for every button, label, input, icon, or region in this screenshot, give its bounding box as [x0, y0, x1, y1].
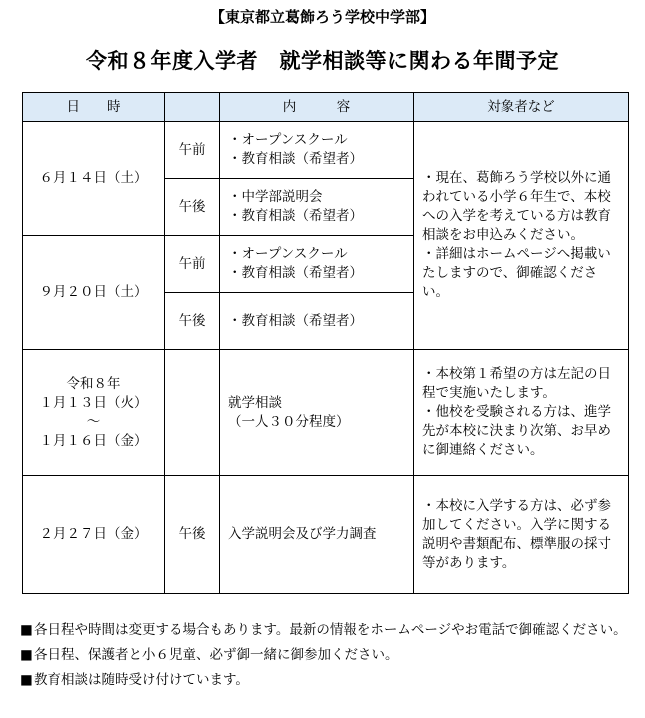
- target-item: ・本校第１希望の方は左記の日程で実施いたします。: [422, 366, 611, 401]
- period-cell: 午前: [165, 236, 220, 293]
- target-item: ・本校に入学する方は、必ず参加してください。入学に関する説明や書類配布、標準服の採寸等があります。: [422, 497, 611, 571]
- school-name: 【東京都立葛飾ろう学校中学部】: [209, 8, 435, 26]
- date-cell: [23, 350, 165, 476]
- page-title: 令和８年度入学者 就学相談等に関わる年間予定: [86, 49, 559, 73]
- date-text: １月１６日（金）: [39, 432, 148, 449]
- content-item: ・オープンスクール: [228, 246, 348, 262]
- table-row: [23, 122, 629, 179]
- date-cell: [23, 476, 165, 594]
- period-cell: 午後: [165, 179, 220, 236]
- date-text: １月１３日（火）: [39, 394, 148, 411]
- content-cell: [220, 476, 414, 594]
- header-period: [165, 93, 220, 122]
- period-cell: 午前: [165, 122, 220, 179]
- square-bullet-icon: ■: [20, 647, 33, 663]
- content-cell: [220, 179, 414, 236]
- table-row: [23, 476, 629, 594]
- note-item: [20, 620, 632, 640]
- target-item: ・現在、葛飾ろう学校以外に通われている小学６年生で、本校への入学を考えている方は教育相談をお申込みください。: [422, 170, 611, 243]
- content-cell: [220, 122, 414, 179]
- content-item: ・教育相談（希望者）: [228, 208, 363, 224]
- period-cell: 午後: [165, 476, 220, 594]
- date-cell: [23, 236, 165, 350]
- target-cell: [414, 350, 629, 476]
- header-target: 対象者など: [414, 93, 629, 122]
- target-cell: [414, 476, 629, 594]
- header-row: [23, 93, 629, 122]
- square-bullet-icon: ■: [20, 622, 33, 638]
- content-item: ・中学部説明会: [228, 189, 323, 205]
- date-text: 令和８年: [66, 375, 121, 392]
- period-cell: [165, 350, 220, 476]
- schedule-table: [22, 92, 629, 594]
- content-cell: [220, 236, 414, 293]
- note-text: 各日程や時間は変更する場合もあります。最新の情報をホームページやお電話で御確認ください。: [34, 622, 627, 638]
- content-item: ・教育相談（希望者）: [228, 312, 363, 329]
- content-item: 就学相談: [228, 394, 282, 411]
- content-item: （一人３０分程度）: [228, 413, 350, 430]
- content-item: ・オープンスクール: [228, 132, 348, 148]
- target-cell: [414, 122, 629, 350]
- square-bullet-icon: ■: [20, 672, 33, 688]
- table-row: [23, 350, 629, 476]
- date-text: ～: [86, 413, 101, 430]
- period-cell: 午後: [165, 293, 220, 350]
- date-text: ６月１４日（土）: [39, 170, 148, 186]
- note-item: [20, 645, 632, 665]
- note-text: 各日程、保護者と小６児童、必ず御一緒に御参加ください。: [34, 647, 399, 663]
- header-date: 日 時: [23, 93, 165, 122]
- content-item: ・教育相談（希望者）: [228, 151, 363, 167]
- content-cell: [220, 293, 414, 350]
- date-cell: [23, 122, 165, 236]
- date-text: ２月２７日（金）: [39, 526, 148, 542]
- note-item: [20, 670, 632, 690]
- note-text: 教育相談は随時受け付けています。: [34, 672, 249, 688]
- header-content: 内 容: [220, 93, 414, 122]
- content-cell: [220, 350, 414, 476]
- date-text: ９月２０日（土）: [39, 284, 148, 300]
- content-item: 入学説明会及び学力調査: [228, 526, 377, 542]
- target-item: ・他校を受験される方は、進学先が本校に決まり次第、お早めに御連絡ください。: [422, 404, 611, 458]
- target-item: ・詳細はホームページへ掲載いたしますので、御確認ください。: [422, 246, 611, 300]
- content-item: ・教育相談（希望者）: [228, 265, 363, 281]
- notes-section: [20, 620, 632, 695]
